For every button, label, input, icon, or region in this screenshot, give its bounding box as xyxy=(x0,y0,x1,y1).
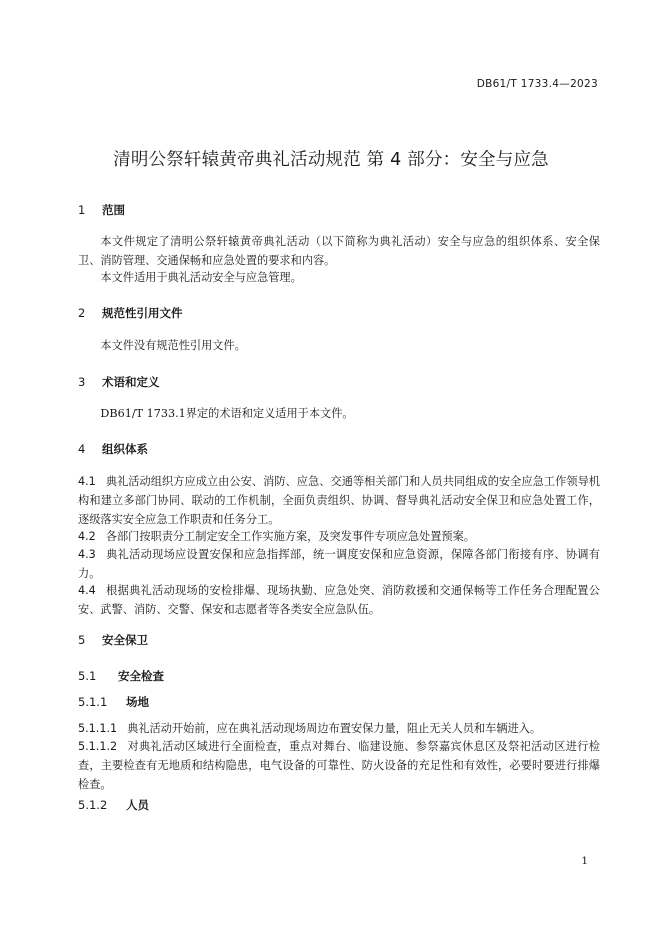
section-number: 2 xyxy=(78,306,86,320)
clause-text: 典礼活动组织方应成立由公安、消防、应急、交通等相关部门和人员共同组成的安全应急工作领导机构和建立多部门协同、联动的工作机制，全面负责组织、协调、督导典礼活动安全保卫和应急处置工作，逐级落实安全应急工作职责和任务分工。 xyxy=(78,475,600,526)
paragraph-scope-1: 本文件规定了清明公祭轩辕黄帝典礼活动（以下简称为典礼活动）安全与应急的组织体系、安全保卫、消防管理、交通保畅和应急处置的要求和内容。 xyxy=(78,235,600,267)
subsection-title: 人员 xyxy=(126,798,150,812)
section-number: 4 xyxy=(78,442,86,456)
clause-text: 典礼活动开始前，应在典礼活动现场周边布置安保力量，阻止无关人员和车辆进入。 xyxy=(127,722,542,735)
clause-text: 对典礼活动区域进行全面检查，重点对舞台、临建设施、参祭嘉宾休息区及祭祀活动区进行检查，主要检查有无地质和结构隐患，电气设备的可靠性、防火设备的充足性和有效性，必要时要进行排爆检查。 xyxy=(78,740,600,791)
section-heading-3 xyxy=(78,374,160,390)
section-heading-2 xyxy=(78,305,183,321)
clause-text: 根据典礼活动现场的安检排爆、现场执勤、应急处突、消防救援和交通保畅等工作任务合理配置公安、武警、消防、交警、保安和志愿者等各类安全应急队伍。 xyxy=(78,584,600,616)
page-number: 1 xyxy=(581,855,588,867)
clause-text: 典礼活动现场应设置安保和应急指挥部，统一调度安保和应急资源，保障各部门衔接有序、协调有力。 xyxy=(78,548,600,580)
paragraph-references: 本文件没有规范性引用文件。 xyxy=(100,339,246,352)
subsection-heading-5-1-2 xyxy=(78,797,149,813)
section-number: 5 xyxy=(78,633,86,647)
document-code: DB61/T 1733.4—2023 xyxy=(476,78,598,90)
section-number: 3 xyxy=(78,375,86,389)
clause-number: 5.1.1.2 xyxy=(78,740,118,753)
subsection-heading-5-1 xyxy=(78,668,164,684)
subsection-number: 5.1 xyxy=(78,669,97,683)
subsection-number: 5.1.2 xyxy=(78,798,108,812)
clause-4-2 xyxy=(78,527,600,546)
subsection-title: 场地 xyxy=(126,695,150,709)
clause-number: 4.2 xyxy=(78,530,96,543)
section-title: 组织体系 xyxy=(102,442,149,456)
clause-4-4 xyxy=(78,581,600,619)
section-heading-1 xyxy=(78,202,125,218)
section-title: 规范性引用文件 xyxy=(102,306,183,320)
paragraph-terms: DB61/T 1733.1界定的术语和定义适用于本文件。 xyxy=(100,407,354,420)
subsection-heading-5-1-1 xyxy=(78,694,149,710)
clause-number: 4.3 xyxy=(78,548,96,561)
clause-number: 5.1.1.1 xyxy=(78,722,118,735)
clause-4-3 xyxy=(78,545,600,583)
page-title: 清明公祭轩辕黄帝典礼活动规范 第 4 部分：安全与应急 xyxy=(113,150,549,170)
section-title: 术语和定义 xyxy=(102,375,160,389)
clause-number: 4.4 xyxy=(78,584,96,597)
clause-text: 各部门按职责分工制定安全工作实施方案，及突发事件专项应急处置预案。 xyxy=(105,530,475,543)
clause-5-1-1-2 xyxy=(78,737,600,794)
paragraph-scope-2: 本文件适用于典礼活动安全与应急管理。 xyxy=(100,271,302,284)
clause-5-1-1-1 xyxy=(78,719,600,738)
section-number: 1 xyxy=(78,203,86,217)
section-heading-5 xyxy=(78,632,148,648)
subsection-title: 安全检查 xyxy=(118,669,165,683)
section-heading-4 xyxy=(78,441,148,457)
clause-4-1 xyxy=(78,472,600,529)
section-title: 范围 xyxy=(102,203,126,217)
subsection-number: 5.1.1 xyxy=(78,695,108,709)
clause-number: 4.1 xyxy=(78,475,96,488)
section-title: 安全保卫 xyxy=(102,633,149,647)
